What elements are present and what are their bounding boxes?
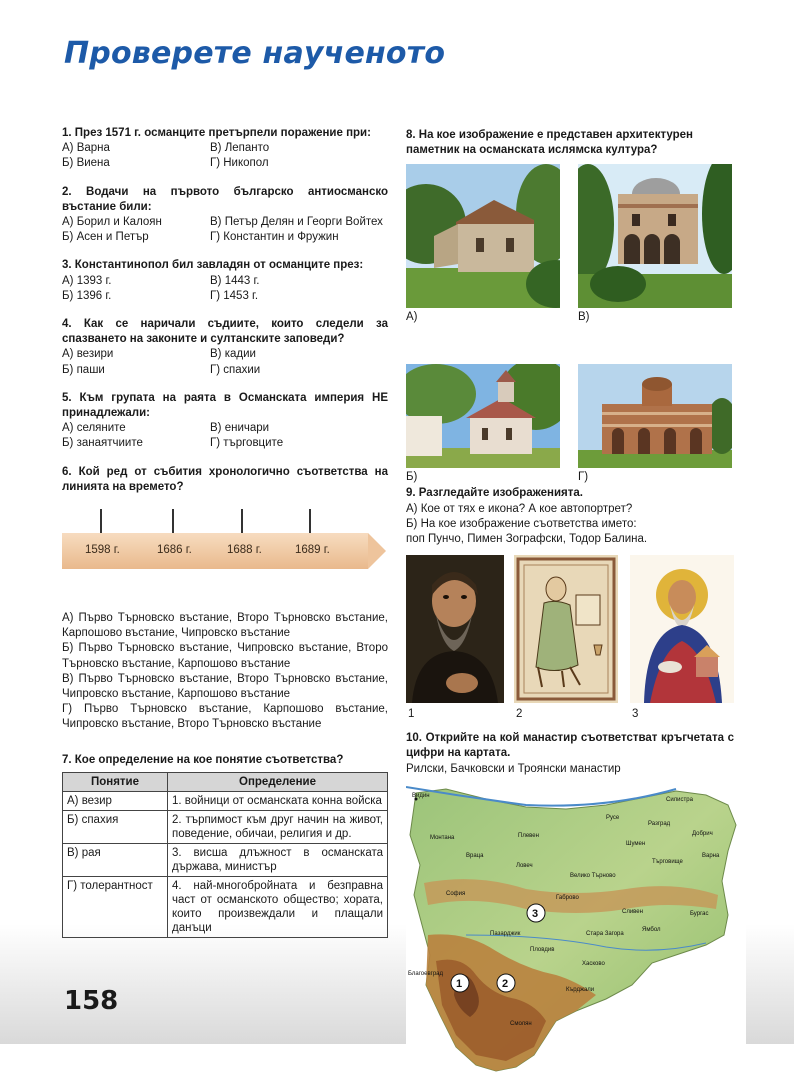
- term-cell: Г) толерантност: [63, 876, 168, 937]
- answer-option[interactable]: Г) спахии: [210, 363, 261, 376]
- definition-cell: 4. най-многобройната и безправна част от османското общество; хората, които произвеждали и плащали данъци: [168, 876, 388, 937]
- answer-option[interactable]: А) Борил и Калоян: [62, 216, 162, 229]
- portrait-images: [406, 555, 734, 721]
- question-10: [406, 731, 734, 1075]
- place-label: Стара Загора: [586, 930, 624, 937]
- page-number: 158: [64, 986, 119, 1016]
- term-cell: В) рая: [63, 843, 168, 876]
- place-label: Видин: [412, 792, 430, 799]
- place-label: Смолян: [510, 1020, 532, 1027]
- photo-label: В): [578, 311, 590, 324]
- answer-option[interactable]: В) кадии: [210, 348, 256, 361]
- question-stem: 4. Как се наричали съдиите, които следели за спазването на законите и султанските заповеди?: [62, 318, 388, 346]
- answer-option[interactable]: Б) паши: [62, 363, 105, 376]
- photo-monastery-church[interactable]: [406, 364, 560, 468]
- place-label: Габрово: [556, 894, 579, 901]
- photo-label: Б): [406, 471, 418, 484]
- answer-option[interactable]: В) 1443 г.: [210, 274, 260, 287]
- place-label: Силистра: [666, 796, 693, 803]
- map-marker-label: 3: [532, 907, 539, 920]
- question-stem: 6. Кой ред от събития хронологично съответства на линията на времето?: [62, 465, 388, 493]
- timeline-tick: [100, 509, 102, 533]
- answer-option[interactable]: А) селяните: [62, 422, 126, 435]
- answer-option[interactable]: В) Лепанто: [210, 142, 270, 155]
- place-label: Кърджали: [566, 986, 595, 993]
- map-marker-1: [451, 974, 469, 992]
- question-5: [62, 391, 388, 452]
- definition-cell: 3. висша длъжност в османската държава, министър: [168, 843, 388, 876]
- place-label: Велико Търново: [570, 872, 616, 879]
- answer-option[interactable]: Г) Константин и Фружин: [210, 231, 339, 244]
- answer-option[interactable]: В) еничари: [210, 422, 270, 435]
- timeline-arrow: [368, 533, 386, 569]
- answer-option[interactable]: Б) Първо Търновско въстание, Чипровско въстание, Второ Търновско въстание, Карпошово въстание: [62, 642, 388, 670]
- place-label: Бургас: [690, 910, 709, 917]
- answer-option[interactable]: Г) 1453 г.: [210, 289, 259, 302]
- place-label: Враца: [466, 852, 484, 859]
- place-label: Монтана: [430, 834, 455, 841]
- question-line: А) Кое от тях е икона? А кое автопортрет?: [406, 502, 633, 515]
- table-row: [63, 810, 388, 843]
- answer-option[interactable]: А) Първо Търновско въстание, Второ Търновско въстание, Карпошово въстание, Чипровско въстание: [62, 612, 388, 640]
- place-label: Сливен: [622, 908, 643, 915]
- place-label: Благоевград: [408, 970, 443, 977]
- definitions-table: [62, 772, 388, 938]
- table-row: [63, 843, 388, 876]
- map-marker-label: 1: [456, 977, 463, 990]
- answer-option[interactable]: Б) Асен и Петър: [62, 231, 149, 244]
- place-label: Търговище: [652, 858, 683, 865]
- question-8: [406, 128, 734, 484]
- place-label: Ямбол: [642, 926, 661, 933]
- timeline-tick: [309, 509, 311, 533]
- timeline-year: 1689 г.: [295, 544, 330, 557]
- place-label: Хасково: [582, 960, 605, 967]
- portrait-manuscript-drawing[interactable]: [514, 555, 618, 703]
- question-9: [406, 486, 734, 721]
- map-marker-3: [527, 904, 545, 922]
- place-label: София: [446, 890, 466, 897]
- timeline-year: 1598 г.: [85, 544, 120, 557]
- table-row: [63, 791, 388, 810]
- answer-option[interactable]: Г) Първо Търновско въстание, Карпошово въстание, Чипровско въстание, Второ Търновско въстание: [62, 703, 388, 731]
- question-3: [62, 258, 388, 304]
- answer-option[interactable]: В) Първо Търновско въстание, Второ Търновско въстание, Чипровско въстание, Карпошово въстание: [62, 672, 388, 701]
- question-stem: 9. Разгледайте изображенията.: [406, 487, 583, 500]
- timeline-tick: [172, 509, 174, 533]
- monument-photos: [406, 164, 734, 484]
- timeline: [62, 509, 388, 575]
- photo-mosque[interactable]: [578, 164, 732, 308]
- question-line: Б) На кое изображение съответства името:: [406, 517, 637, 530]
- portrait-label: 1: [408, 708, 415, 721]
- portrait-label: 2: [516, 708, 523, 721]
- question-4: [62, 317, 388, 378]
- answer-option[interactable]: Г) търговците: [210, 437, 284, 450]
- question-stem: 7. Кое определение на кое понятие съответства?: [62, 753, 344, 766]
- map-marker-label: 2: [502, 977, 509, 990]
- photo-brick-church[interactable]: [578, 364, 732, 468]
- timeline-year: 1688 г.: [227, 544, 262, 557]
- answer-option[interactable]: А) 1393 г.: [62, 274, 112, 287]
- question-2: [62, 185, 388, 246]
- answer-option[interactable]: Б) 1396 г.: [62, 289, 112, 302]
- portrait-self-portrait[interactable]: [406, 555, 504, 703]
- bulgaria-map[interactable]: [406, 785, 734, 1075]
- term-cell: А) везир: [63, 791, 168, 810]
- question-stem: 10. Открийте на кой манастир съответстват кръгчетата с цифри на картата.: [406, 732, 734, 760]
- timeline-tick: [241, 509, 243, 533]
- place-label: Пловдив: [530, 946, 555, 953]
- answer-option[interactable]: Г) Никопол: [210, 157, 269, 170]
- place-label: Ловеч: [516, 862, 533, 869]
- table-header: Определение: [168, 772, 388, 791]
- question-stem: 1. През 1571 г. османците претърпели поражение при:: [62, 127, 371, 139]
- question-stem: 5. Към групата на раята в Османската империя НЕ принадлежали:: [62, 391, 388, 420]
- place-label: Русе: [606, 814, 620, 821]
- left-column: [62, 126, 388, 938]
- question-6: [62, 465, 388, 733]
- map-marker-2: [497, 974, 515, 992]
- portrait-icon[interactable]: [630, 555, 734, 703]
- photo-label: А): [406, 311, 418, 324]
- question-stem: 8. На кое изображение е представен архитектурен паметник на османската ислямска култура?: [406, 129, 693, 157]
- answer-option[interactable]: А) везири: [62, 348, 114, 361]
- timeline-year: 1686 г.: [157, 544, 192, 557]
- question-line: Рилски, Бачковски и Троянски манастир: [406, 762, 621, 775]
- definition-cell: 2. търпимост към друг начин на живот, поведение, обичаи, религия и др.: [168, 810, 388, 843]
- table-row: [63, 876, 388, 937]
- photo-label: Г): [578, 471, 589, 484]
- place-label: Шумен: [626, 840, 646, 847]
- place-label: Разград: [648, 820, 671, 827]
- photo-stone-church[interactable]: [406, 164, 560, 308]
- place-label: Добрич: [692, 830, 713, 837]
- question-stem: 2. Водачи на първото българско антиосманско въстание били:: [62, 185, 388, 213]
- right-column: [406, 128, 734, 1075]
- question-1: [62, 126, 388, 172]
- answer-option[interactable]: В) Петър Делян и Георги Войтех: [210, 216, 383, 229]
- question-7: [62, 753, 388, 938]
- answer-option[interactable]: Б) Виена: [62, 157, 110, 170]
- place-label: Плевен: [518, 832, 539, 839]
- term-cell: Б) спахия: [63, 810, 168, 843]
- answer-option[interactable]: А) Варна: [62, 142, 110, 155]
- portrait-label: 3: [632, 708, 639, 721]
- question-line: поп Пунчо, Пимен Зографски, Тодор Балина.: [406, 533, 648, 546]
- place-label: Варна: [702, 852, 720, 859]
- table-header: Понятие: [63, 772, 168, 791]
- definition-cell: 1. войници от османската конна войска: [168, 791, 388, 810]
- question-stem: 3. Константинопол бил завладян от османците през:: [62, 259, 364, 272]
- place-label: Пазарджик: [490, 930, 521, 937]
- answer-option[interactable]: Б) занаятчиите: [62, 437, 143, 450]
- page-title: Проверете наученото: [64, 36, 446, 71]
